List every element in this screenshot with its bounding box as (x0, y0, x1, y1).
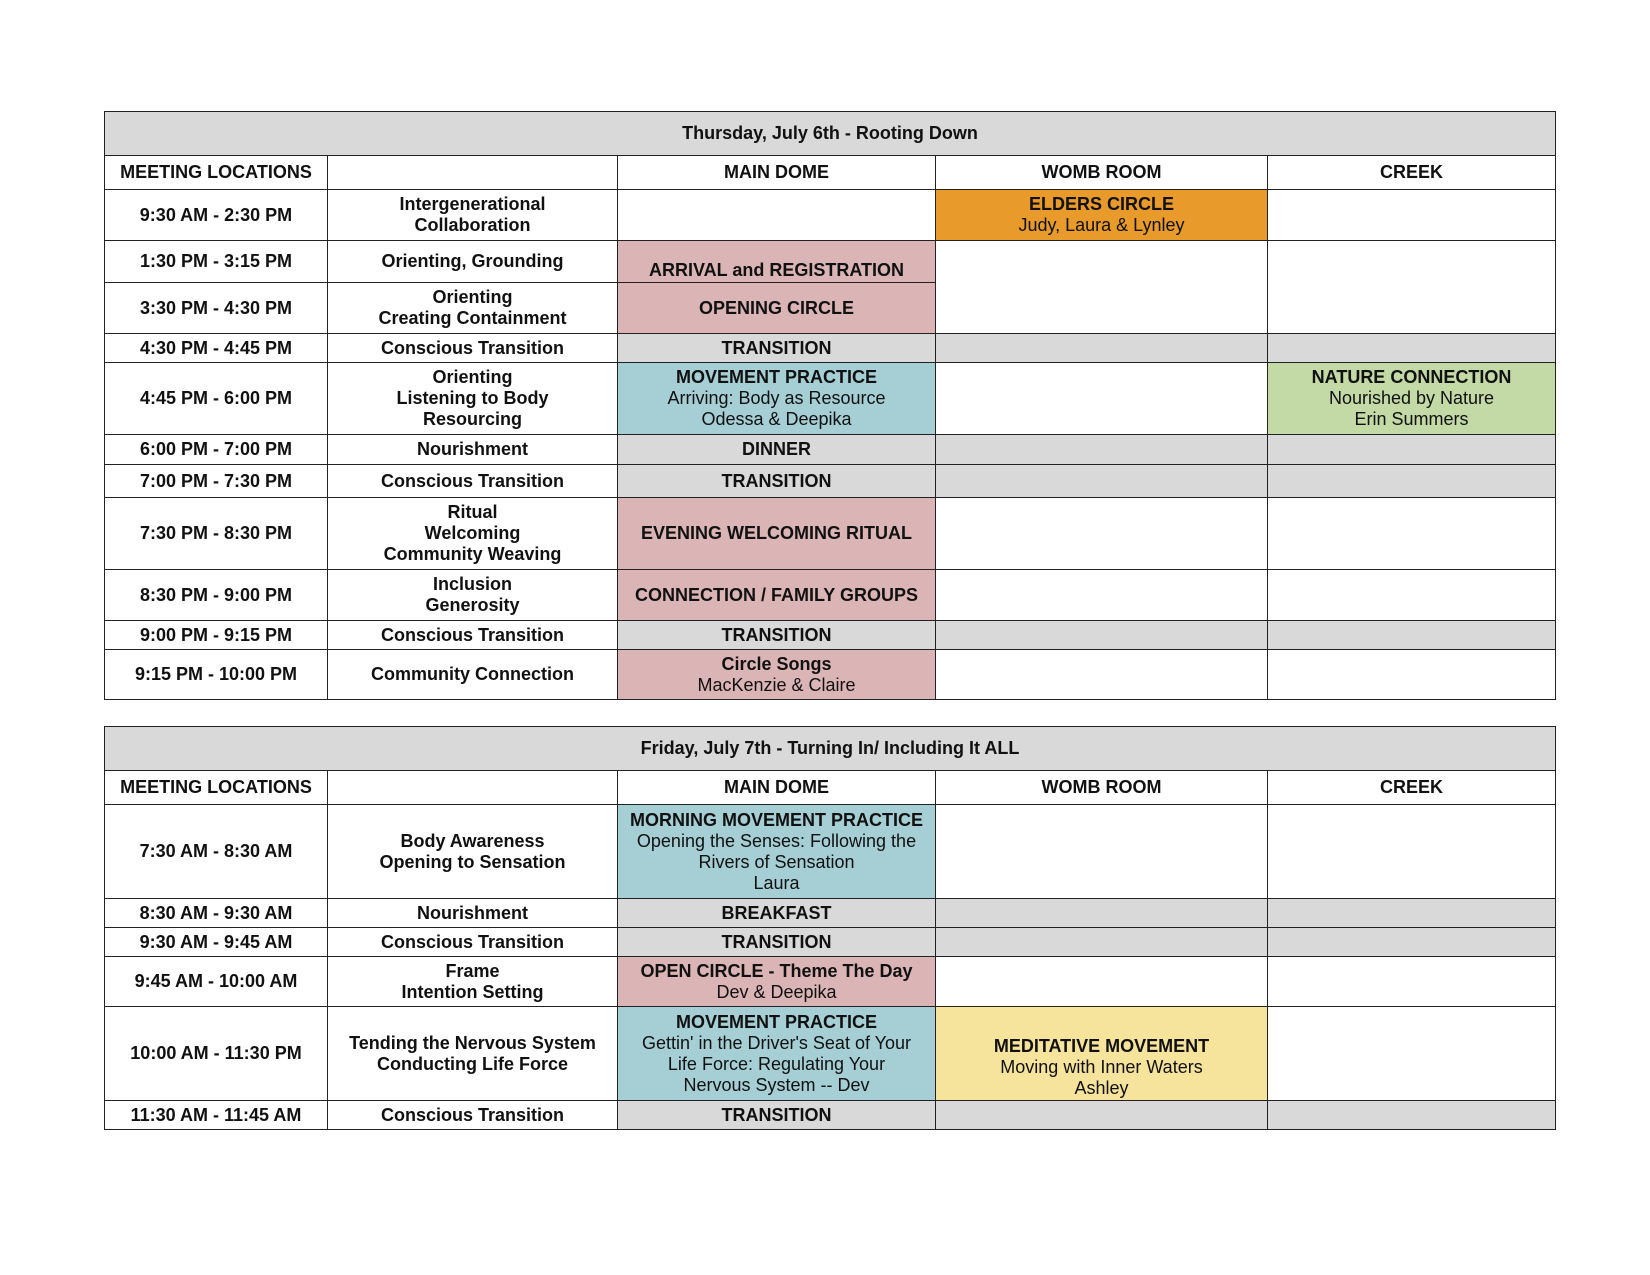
header-main-dome: MAIN DOME (618, 771, 936, 805)
main-dome-event (618, 283, 936, 334)
event-detail: MacKenzie & Claire (697, 674, 856, 695)
event-title: NATURE CONNECTION (1311, 367, 1512, 387)
time-slot: 3:30 PM - 4:30 PM (105, 283, 328, 334)
event-title: MEDITATIVE MOVEMENT (993, 1036, 1210, 1056)
theme-line: Orienting, Grounding (381, 251, 564, 271)
theme-line: Intergenerational (399, 194, 546, 214)
time-slot: 8:30 PM - 9:00 PM (105, 570, 328, 621)
main-dome-event (618, 1101, 936, 1130)
time-slot: 10:00 AM - 11:30 PM (105, 1007, 328, 1101)
main-dome-event (618, 241, 936, 283)
creek-cell (1268, 650, 1556, 700)
creek-cell (1268, 498, 1556, 570)
time-slot: 6:00 PM - 7:00 PM (105, 435, 328, 465)
theme-line: Orienting (432, 287, 513, 307)
event-detail: Laura (753, 872, 800, 893)
theme-line: Conscious Transition (380, 931, 565, 952)
event-title: BREAKFAST (721, 902, 832, 923)
theme-line: Opening to Sensation (379, 851, 566, 872)
creek-cell (1268, 465, 1556, 498)
time-slot: 7:00 PM - 7:30 PM (105, 465, 328, 498)
event-detail: Moving with Inner Waters (1000, 1057, 1203, 1077)
womb-room-cell (936, 241, 1268, 334)
header-meeting-locations: MEETING LOCATIONS (105, 156, 328, 190)
theme-line: Community Connection (371, 664, 574, 684)
event-detail: Nervous System -- Dev (683, 1074, 870, 1095)
header-womb-room: WOMB ROOM (936, 156, 1268, 190)
header-creek: CREEK (1268, 771, 1556, 805)
main-dome-event (618, 570, 936, 621)
womb-room-cell (936, 363, 1268, 435)
theme-line: Welcoming (424, 523, 521, 543)
event-title: EVENING WELCOMING RITUAL (641, 523, 912, 543)
time-slot: 9:15 PM - 10:00 PM (105, 650, 328, 700)
time-slot: 8:30 AM - 9:30 AM (105, 899, 328, 928)
main-dome-event (618, 435, 936, 465)
header-main-dome: MAIN DOME (618, 156, 936, 190)
theme-cell (328, 465, 618, 498)
time-slot: 9:30 AM - 9:45 AM (105, 928, 328, 957)
theme-cell (328, 435, 618, 465)
time-slot: 4:45 PM - 6:00 PM (105, 363, 328, 435)
womb-room-event (936, 190, 1268, 241)
womb-room-cell (936, 1101, 1268, 1130)
theme-line: Conscious Transition (380, 1104, 565, 1125)
womb-room-cell (936, 928, 1268, 957)
main-dome-event (618, 928, 936, 957)
theme-cell (328, 621, 618, 650)
theme-line: Conducting Life Force (377, 1053, 568, 1074)
theme-line: Orienting (432, 367, 513, 387)
event-detail: Judy, Laura & Lynley (1018, 215, 1185, 235)
theme-cell (328, 805, 618, 899)
event-title: TRANSITION (721, 470, 832, 491)
event-title: ARRIVAL and REGISTRATION (648, 260, 904, 280)
theme-cell (328, 283, 618, 334)
event-title: Circle Songs (721, 653, 832, 674)
main-dome-cell (618, 190, 936, 241)
theme-line: Community Weaving (383, 544, 562, 564)
womb-room-cell (936, 957, 1268, 1007)
womb-room-cell (936, 650, 1268, 700)
theme-line: Creating Containment (378, 308, 567, 328)
theme-line: Ritual (447, 502, 498, 522)
event-title: TRANSITION (721, 1104, 832, 1125)
theme-line: Nourishment (416, 439, 528, 459)
time-slot: 9:30 AM - 2:30 PM (105, 190, 328, 241)
theme-line: Conscious Transition (380, 337, 565, 358)
event-title: TRANSITION (721, 337, 832, 358)
main-dome-event (618, 805, 936, 899)
creek-cell (1268, 570, 1556, 621)
time-slot: 9:45 AM - 10:00 AM (105, 957, 328, 1007)
theme-line: Conscious Transition (380, 624, 565, 645)
theme-line: Inclusion (432, 574, 512, 594)
womb-room-cell (936, 621, 1268, 650)
main-dome-event (618, 957, 936, 1007)
theme-cell (328, 241, 618, 283)
womb-room-cell (936, 899, 1268, 928)
theme-cell (328, 498, 618, 570)
event-detail: Life Force: Regulating Your (667, 1053, 886, 1074)
theme-cell (328, 650, 618, 700)
main-dome-event (618, 363, 936, 435)
theme-cell (328, 1007, 618, 1101)
womb-room-cell (936, 805, 1268, 899)
event-detail: Dev & Deepika (716, 981, 837, 1002)
main-dome-event (618, 1007, 936, 1101)
friday-schedule-table (104, 726, 1556, 1130)
theme-cell (328, 334, 618, 363)
creek-cell (1268, 334, 1556, 363)
event-detail: Gettin' in the Driver's Seat of Your (641, 1032, 911, 1053)
event-title: MOVEMENT PRACTICE (675, 367, 877, 387)
event-detail: Erin Summers (1354, 409, 1469, 429)
main-dome-event (618, 334, 936, 363)
header-theme (328, 156, 618, 190)
header-womb-room: WOMB ROOM (936, 771, 1268, 805)
event-title: OPENING CIRCLE (698, 297, 854, 318)
theme-cell (328, 928, 618, 957)
womb-room-cell (936, 465, 1268, 498)
day-title: Friday, July 7th - Turning In/ Including It ALL (105, 727, 1556, 771)
event-detail: Arriving: Body as Resource (667, 388, 886, 408)
creek-cell (1268, 435, 1556, 465)
time-slot: 9:00 PM - 9:15 PM (105, 621, 328, 650)
creek-cell (1268, 190, 1556, 241)
header-meeting-locations: MEETING LOCATIONS (105, 771, 328, 805)
event-detail: Rivers of Sensation (698, 851, 855, 872)
creek-cell (1268, 957, 1556, 1007)
creek-cell (1268, 899, 1556, 928)
event-title: ELDERS CIRCLE (1028, 194, 1174, 214)
theme-cell (328, 899, 618, 928)
theme-cell (328, 570, 618, 621)
time-slot: 11:30 AM - 11:45 AM (105, 1101, 328, 1130)
womb-room-event (936, 1007, 1268, 1101)
womb-room-cell (936, 435, 1268, 465)
theme-line: Listening to Body (396, 388, 549, 408)
theme-line: Conscious Transition (380, 470, 565, 491)
event-detail: Opening the Senses: Following the (636, 830, 917, 851)
creek-cell (1268, 1101, 1556, 1130)
event-title: OPEN CIRCLE - Theme The Day (640, 960, 913, 981)
creek-cell (1268, 621, 1556, 650)
header-theme (328, 771, 618, 805)
theme-cell (328, 190, 618, 241)
event-title: TRANSITION (721, 624, 832, 645)
theme-line: Nourishment (416, 902, 528, 923)
time-slot: 7:30 PM - 8:30 PM (105, 498, 328, 570)
thursday-schedule-table (104, 111, 1556, 700)
event-title: TRANSITION (721, 931, 832, 952)
theme-cell (328, 1101, 618, 1130)
theme-line: Tending the Nervous System (349, 1032, 596, 1053)
theme-line: Generosity (425, 595, 520, 615)
womb-room-cell (936, 334, 1268, 363)
theme-cell (328, 363, 618, 435)
event-detail: Ashley (1074, 1078, 1129, 1098)
event-title: DINNER (741, 439, 811, 459)
womb-room-cell (936, 570, 1268, 621)
main-dome-event (618, 899, 936, 928)
theme-line: Resourcing (422, 409, 523, 429)
theme-line: Intention Setting (401, 981, 544, 1002)
main-dome-event (618, 650, 936, 700)
creek-cell (1268, 928, 1556, 957)
theme-line: Collaboration (414, 215, 531, 235)
womb-room-cell (936, 498, 1268, 570)
creek-cell (1268, 1007, 1556, 1101)
creek-event (1268, 363, 1556, 435)
main-dome-event (618, 498, 936, 570)
time-slot: 4:30 PM - 4:45 PM (105, 334, 328, 363)
main-dome-event (618, 465, 936, 498)
main-dome-event (618, 621, 936, 650)
theme-line: Frame (445, 960, 500, 981)
time-slot: 7:30 AM - 8:30 AM (105, 805, 328, 899)
event-title: CONNECTION / FAMILY GROUPS (634, 584, 919, 605)
day-title: Thursday, July 6th - Rooting Down (105, 112, 1556, 156)
creek-cell (1268, 241, 1556, 334)
event-detail: Odessa & Deepika (701, 409, 852, 429)
event-title: MORNING MOVEMENT PRACTICE (629, 809, 923, 830)
creek-cell (1268, 805, 1556, 899)
theme-cell (328, 957, 618, 1007)
header-creek: CREEK (1268, 156, 1556, 190)
theme-line: Body Awareness (400, 830, 545, 851)
time-slot: 1:30 PM - 3:15 PM (105, 241, 328, 283)
event-detail: Nourished by Nature (1328, 388, 1495, 408)
event-title: MOVEMENT PRACTICE (675, 1011, 877, 1032)
